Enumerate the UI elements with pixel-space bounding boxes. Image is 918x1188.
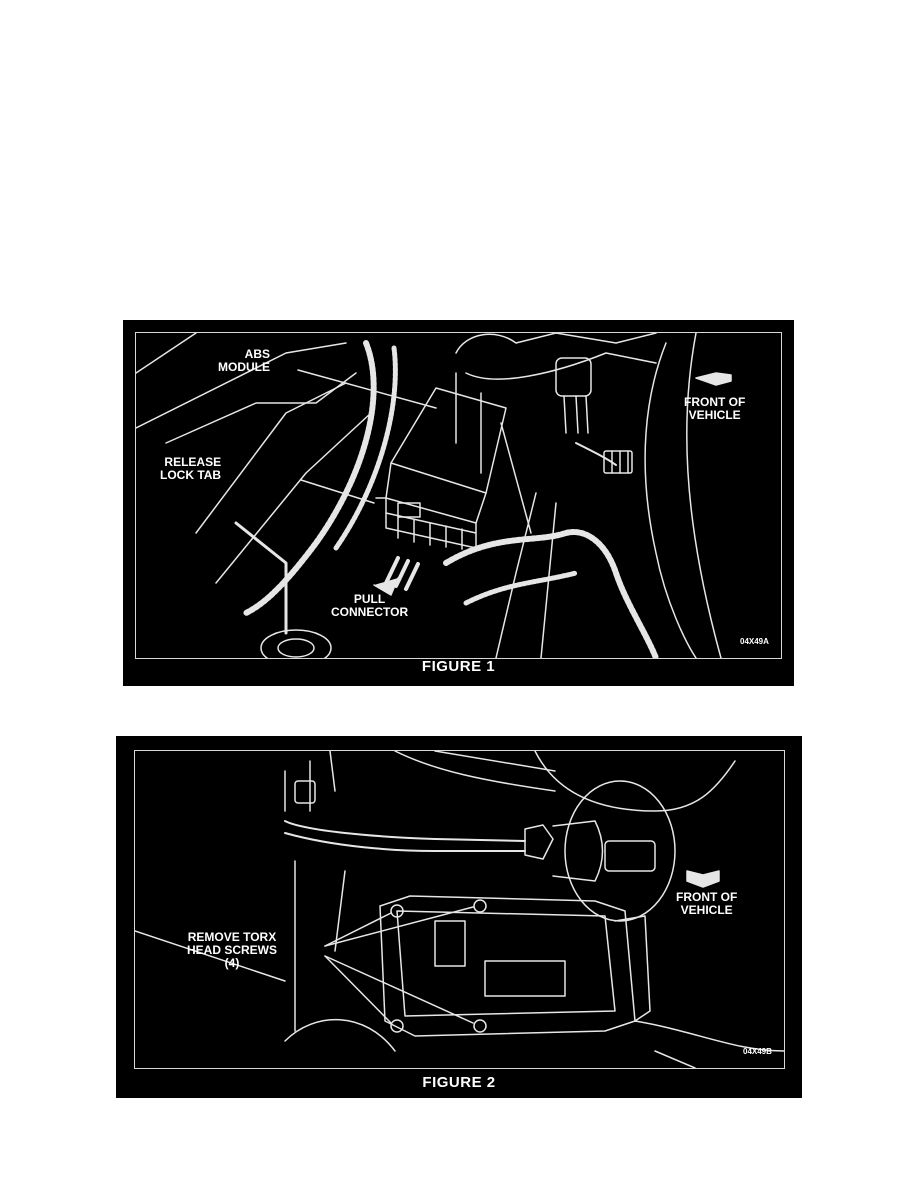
figure-2-caption: FIGURE 2	[422, 1074, 496, 1091]
pull-connector-label: PULL CONNECTOR	[331, 592, 409, 619]
figure-1	[123, 320, 794, 686]
release-lock-tab-label: RELEASE LOCK TAB	[160, 455, 222, 482]
front-of-vehicle-label-2: FRONT OF VEHICLE	[676, 890, 738, 917]
figure-1-caption: FIGURE 1	[421, 658, 496, 675]
figure-2-illustration	[134, 750, 785, 1069]
figure-2-code: 04X49B	[743, 1047, 772, 1056]
figure-2	[116, 736, 802, 1098]
figure-1-illustration	[135, 332, 782, 659]
figure-1-line-art	[136, 333, 781, 658]
front-of-vehicle-label-1: FRONT OF VEHICLE	[684, 395, 746, 422]
abs-module-label: ABS MODULE	[218, 347, 270, 374]
remove-torx-head-screws-label: REMOVE TORX HEAD SCREWS (4)	[187, 930, 278, 970]
figure-1-code: 04X49A	[740, 637, 769, 646]
